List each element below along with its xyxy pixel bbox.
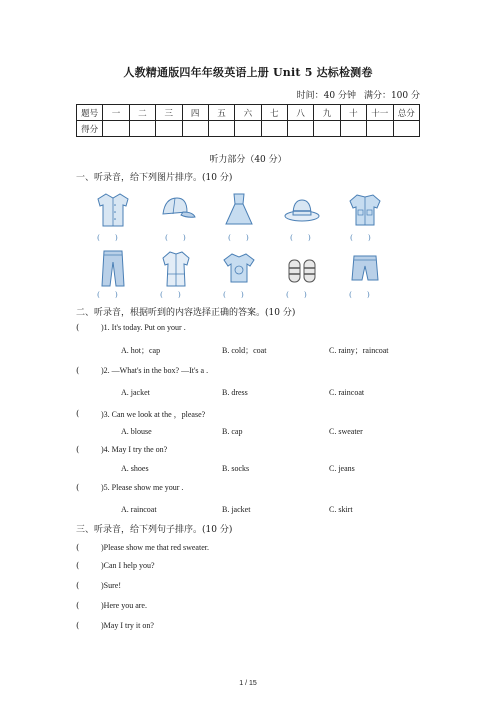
- hat-icon: [279, 190, 325, 230]
- answer-paren: (: [76, 543, 80, 553]
- score-cell: [235, 121, 261, 137]
- score-table-header-row: [77, 105, 420, 121]
- sentence-2: )Can I help you?: [101, 561, 155, 570]
- time-limit: 时间：40 分钟: [296, 91, 356, 101]
- picture-answer-bracket: ( ): [223, 290, 244, 299]
- picture-answer-bracket: ( ): [97, 233, 118, 242]
- score-cell: [182, 121, 208, 137]
- score-cell: [103, 121, 129, 137]
- score-table-col: 五: [208, 105, 234, 121]
- question-5-option-c: C. skirt: [329, 505, 353, 514]
- question-5: )5. Please show me your .: [101, 483, 184, 492]
- question-2-option-c: C. raincoat: [329, 388, 365, 397]
- sentence-1: )Please show me that red sweater.: [101, 543, 209, 552]
- question-3-option-c: C. sweater: [329, 427, 363, 436]
- sandals-icon: [279, 248, 325, 288]
- page-number: 1 / 15: [239, 680, 257, 687]
- score-table-col: 十: [340, 105, 366, 121]
- score-table: [76, 104, 420, 137]
- answer-paren: (: [76, 323, 80, 333]
- jeans-icon: [90, 248, 136, 288]
- score-cell: [314, 121, 340, 137]
- score-table-col: 二: [129, 105, 155, 121]
- score-cell: [129, 121, 155, 137]
- picture-answer-bracket: ( ): [160, 290, 181, 299]
- question-1-option-c: C. rainy；raincoat: [329, 346, 389, 355]
- picture-answer-bracket: ( ): [286, 290, 307, 299]
- picture-answer-bracket: ( ): [290, 233, 311, 242]
- answer-paren: (: [76, 581, 80, 591]
- score-cell: [261, 121, 287, 137]
- tshirt-icon: [216, 248, 262, 288]
- score-table-col: 八: [288, 105, 314, 121]
- score-cell: [156, 121, 182, 137]
- question-3: )3. Can we look at the ，please?: [101, 410, 206, 419]
- answer-paren: (: [76, 409, 80, 419]
- question-1-option-a: A. hot；cap: [121, 346, 161, 355]
- score-cell: [367, 121, 393, 137]
- question-1: )1. It's today. Put on your .: [101, 323, 186, 332]
- score-cell: [340, 121, 366, 137]
- score-table-score-label: 得分: [77, 121, 103, 137]
- question-3-option-b: B. cap: [222, 427, 243, 436]
- question-4-option-c: C. jeans: [329, 464, 355, 473]
- question-2: )2. —What's in the box? —It's a .: [101, 366, 209, 375]
- answer-paren: (: [76, 561, 80, 571]
- picture-answer-bracket: ( ): [350, 233, 371, 242]
- question-4: )4. May I try the on?: [101, 445, 168, 454]
- dress-icon: [216, 190, 262, 230]
- sentence-3: )Sure!: [101, 581, 121, 590]
- answer-paren: (: [76, 621, 80, 631]
- picture-answer-bracket: ( ): [97, 290, 118, 299]
- page-title: 人教精通版四年年级英语上册 Unit 5 达标检测卷: [123, 66, 373, 79]
- score-table-col: 六: [235, 105, 261, 121]
- answer-paren: (: [76, 366, 80, 376]
- section-two-heading: 二、听录音，根据听到的内容选择正确的答案。(10 分): [76, 308, 296, 318]
- score-table-col: 九: [314, 105, 340, 121]
- score-table-score-row: [77, 121, 420, 137]
- score-table-col: 三: [156, 105, 182, 121]
- answer-paren: (: [76, 483, 80, 493]
- listening-section-title: 听力部分（40 分）: [209, 155, 287, 165]
- score-cell: [208, 121, 234, 137]
- answer-paren: (: [76, 601, 80, 611]
- question-2-option-b: B. dress: [222, 388, 248, 397]
- section-three-heading: 三、听录音，给下列句子排序。(10 分): [76, 525, 233, 535]
- score-cell: [393, 121, 420, 137]
- question-4-option-a: A. shoes: [121, 464, 149, 473]
- score-table-header-label: 题号: [77, 105, 103, 121]
- picture-answer-bracket: ( ): [165, 233, 186, 242]
- question-3-option-a: A. blouse: [121, 427, 152, 436]
- question-5-option-a: A. raincoat: [121, 505, 157, 514]
- score-table-col: 四: [182, 105, 208, 121]
- score-table-col: 七: [261, 105, 287, 121]
- raincoat-icon: [153, 248, 199, 288]
- section-one-heading: 一、听录音，给下列图片排序。(10 分): [76, 173, 233, 183]
- shorts-icon: [342, 248, 388, 288]
- question-1-option-b: B. cold；coat: [222, 346, 267, 355]
- score-table-col: 十一: [367, 105, 393, 121]
- answer-paren: (: [76, 445, 80, 455]
- question-5-option-b: B. jacket: [222, 505, 251, 514]
- score-table-col: 一: [103, 105, 129, 121]
- shirt-icon: [90, 190, 136, 230]
- question-2-option-a: A. jacket: [121, 388, 150, 397]
- full-score: 满分：100 分: [363, 91, 420, 101]
- jacket-icon: [342, 190, 388, 230]
- picture-answer-bracket: ( ): [228, 233, 249, 242]
- sentence-4: )Here you are.: [101, 601, 147, 610]
- exam-meta: [297, 88, 420, 101]
- cap-icon: [153, 190, 199, 230]
- picture-answer-bracket: ( ): [349, 290, 370, 299]
- score-cell: [288, 121, 314, 137]
- sentence-5: )May I try it on?: [101, 621, 154, 630]
- score-table-col: 总分: [393, 105, 420, 121]
- question-4-option-b: B. socks: [222, 464, 250, 473]
